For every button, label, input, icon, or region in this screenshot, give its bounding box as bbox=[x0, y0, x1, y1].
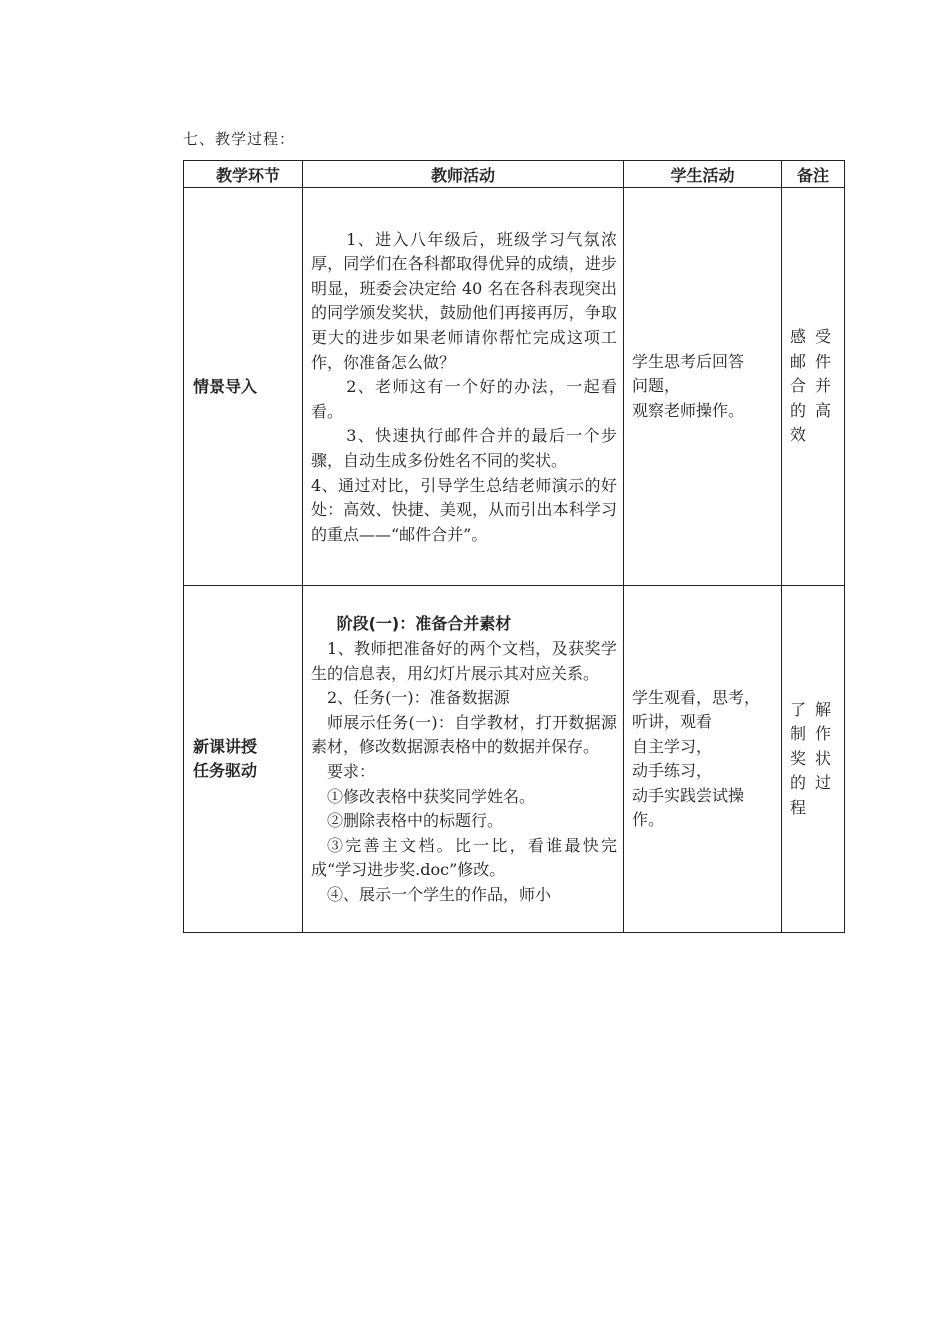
header-teacher-activity: 教师活动 bbox=[303, 161, 624, 188]
student-activity-cell bbox=[624, 188, 782, 586]
header-student-activity: 学生活动 bbox=[624, 161, 782, 188]
teacher-paragraph: 师展示任务(一)：自学教材，打开数据源素材，修改数据源表格中的数据并保存。 bbox=[311, 712, 617, 757]
table-row bbox=[184, 586, 845, 933]
student-line: 问题， bbox=[632, 376, 681, 396]
stage-cell bbox=[184, 586, 303, 933]
student-line: 动手实践尝试操 bbox=[632, 785, 745, 805]
teacher-paragraph: 1、教师把准备好的两个文档，及获奖学生的信息表，用幻灯片展示其对应关系。 bbox=[311, 639, 617, 683]
student-line: 自主学习， bbox=[632, 736, 713, 756]
teacher-activity-cell bbox=[303, 586, 624, 933]
note-text: 了解制作奖状的过程 bbox=[790, 699, 841, 817]
student-activity-cell bbox=[624, 586, 782, 933]
student-line: 听讲，观看 bbox=[632, 712, 713, 731]
student-line: 动手练习， bbox=[632, 761, 713, 780]
table-row bbox=[184, 188, 845, 586]
teacher-paragraph: ④、展示一个学生的作品，师小 bbox=[327, 884, 552, 904]
teacher-paragraph: 阶段(一)：准备合并素材 bbox=[336, 614, 512, 634]
teacher-paragraph: ①修改表格中获奖同学姓名。 bbox=[327, 786, 536, 806]
teacher-paragraph: 要求： bbox=[327, 762, 376, 781]
header-stage: 教学环节 bbox=[184, 161, 303, 188]
teacher-paragraph: 3、快速执行邮件合并的最后一个步骤，自动生成多份姓名不同的奖状。 bbox=[311, 426, 617, 470]
student-line: 观察老师操作。 bbox=[632, 400, 745, 420]
stage-cell bbox=[184, 188, 303, 586]
teaching-process-table bbox=[183, 160, 845, 933]
teacher-paragraph: 2、任务(一)：准备数据源 bbox=[327, 688, 510, 708]
teacher-paragraph: ②删除表格中的标题行。 bbox=[327, 811, 504, 831]
teacher-paragraph: 2、老师这有一个好的办法，一起看看。 bbox=[311, 377, 617, 421]
stage-label: 情景导入 bbox=[193, 376, 258, 396]
student-line: 学生观看，思考， bbox=[632, 687, 761, 707]
teacher-paragraph: ③完善主文档。比一比，看谁最快完成“学习进步奖.doc”修改。 bbox=[311, 835, 617, 880]
table-header-row bbox=[184, 161, 845, 188]
teacher-paragraph: 1、进入八年级后，班级学习气氛浓厚，同学们在各科都取得优异的成绩，进步明显，班委会决定给 40 名在各科表现突出的同学颁发奖状，鼓励他们再接再厉，争取更大的进步如果老师请你帮忙完成这项工作，你准备怎么做？ bbox=[311, 229, 617, 372]
student-line: 学生思考后回答 bbox=[632, 351, 745, 371]
note-cell bbox=[782, 586, 845, 933]
section-title: 七、教学过程： bbox=[183, 130, 296, 148]
teacher-paragraph: 4、通过对比，引导学生总结老师演示的好处：高效、快捷、美观，从而引出本科学习的重点——“邮件合并”。 bbox=[311, 475, 617, 544]
note-text: 感受邮件合并的高效 bbox=[790, 327, 841, 445]
note-cell bbox=[782, 188, 845, 586]
teacher-activity-cell bbox=[303, 188, 624, 586]
student-line: 作。 bbox=[632, 810, 665, 829]
stage-label: 新课讲授 bbox=[193, 737, 258, 756]
stage-label: 任务驱动 bbox=[193, 761, 258, 780]
header-notes: 备注 bbox=[782, 161, 845, 188]
